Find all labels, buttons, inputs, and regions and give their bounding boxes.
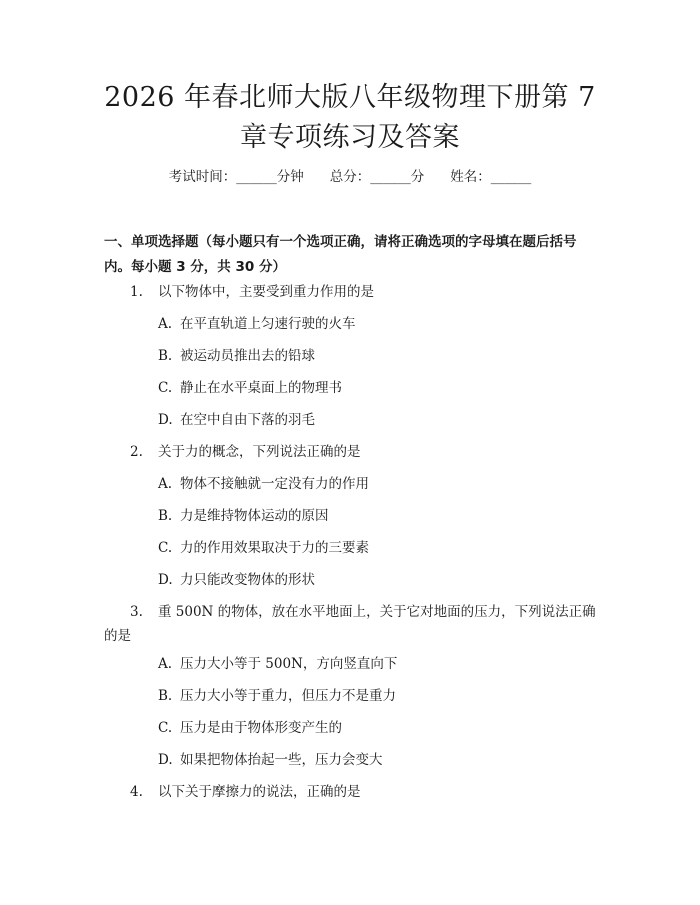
question-number: 4. [130,784,143,800]
score-blank: ______ [370,169,411,185]
option-2c: C. 力的作用效果取决于力的三要素 [158,540,369,556]
question-text: 关于力的概念，下列说法正确的是 [158,444,361,460]
question-2 [130,442,361,462]
question-number: 2. [130,444,143,460]
section-heading: 一、单项选择题（每小题只有一个选项正确，请将正确选项的字母填在题后括号内。每小题 3 分，共 30 分） [104,234,577,275]
option-3d: D. 如果把物体抬起一些，压力会变大 [158,752,383,768]
question-number: 1. [130,284,143,300]
question-number: 3. [130,604,143,620]
option-2a: A. 物体不接触就一定没有力的作用 [158,476,369,492]
document-title: 2026 年春北师大版八年级物理下册第 7 章专项练习及答案 [104,82,596,153]
option-2d: D. 力只能改变物体的形状 [158,572,315,588]
time-label: 考试时间： [168,169,237,185]
question-3 [104,600,596,648]
option-1a: A. 在平直轨道上匀速行驶的火车 [158,316,356,332]
option-3a: A. 压力大小等于 500N，方向竖直向下 [158,656,398,672]
option-1d: D. 在空中自由下落的羽毛 [158,412,315,428]
option-1c: C. 静止在水平桌面上的物理书 [158,380,342,396]
option-3c: C. 压力是由于物体形变产生的 [158,720,342,736]
score-label: 总分： [329,169,371,185]
name-blank: ______ [490,169,532,185]
time-blank: ______ [236,169,277,185]
name-label: 姓名： [450,169,491,185]
exam-info-line [0,167,700,187]
question-1 [130,282,374,302]
option-1b: B. 被运动员推出去的铅球 [158,348,315,364]
question-text: 以下关于摩擦力的说法，正确的是 [158,784,361,800]
option-2b: B. 力是维持物体运动的原因 [158,508,329,524]
time-unit: 分钟 [276,169,304,185]
question-text: 以下物体中，主要受到重力作用的是 [158,284,374,300]
score-unit: 分 [410,169,425,185]
option-3b: B. 压力大小等于重力，但压力不是重力 [158,688,396,704]
question-4 [130,782,361,802]
question-text: 重 500N 的物体，放在水平地面上，关于它对地面的压力，下列说法正确的是 [104,604,596,644]
